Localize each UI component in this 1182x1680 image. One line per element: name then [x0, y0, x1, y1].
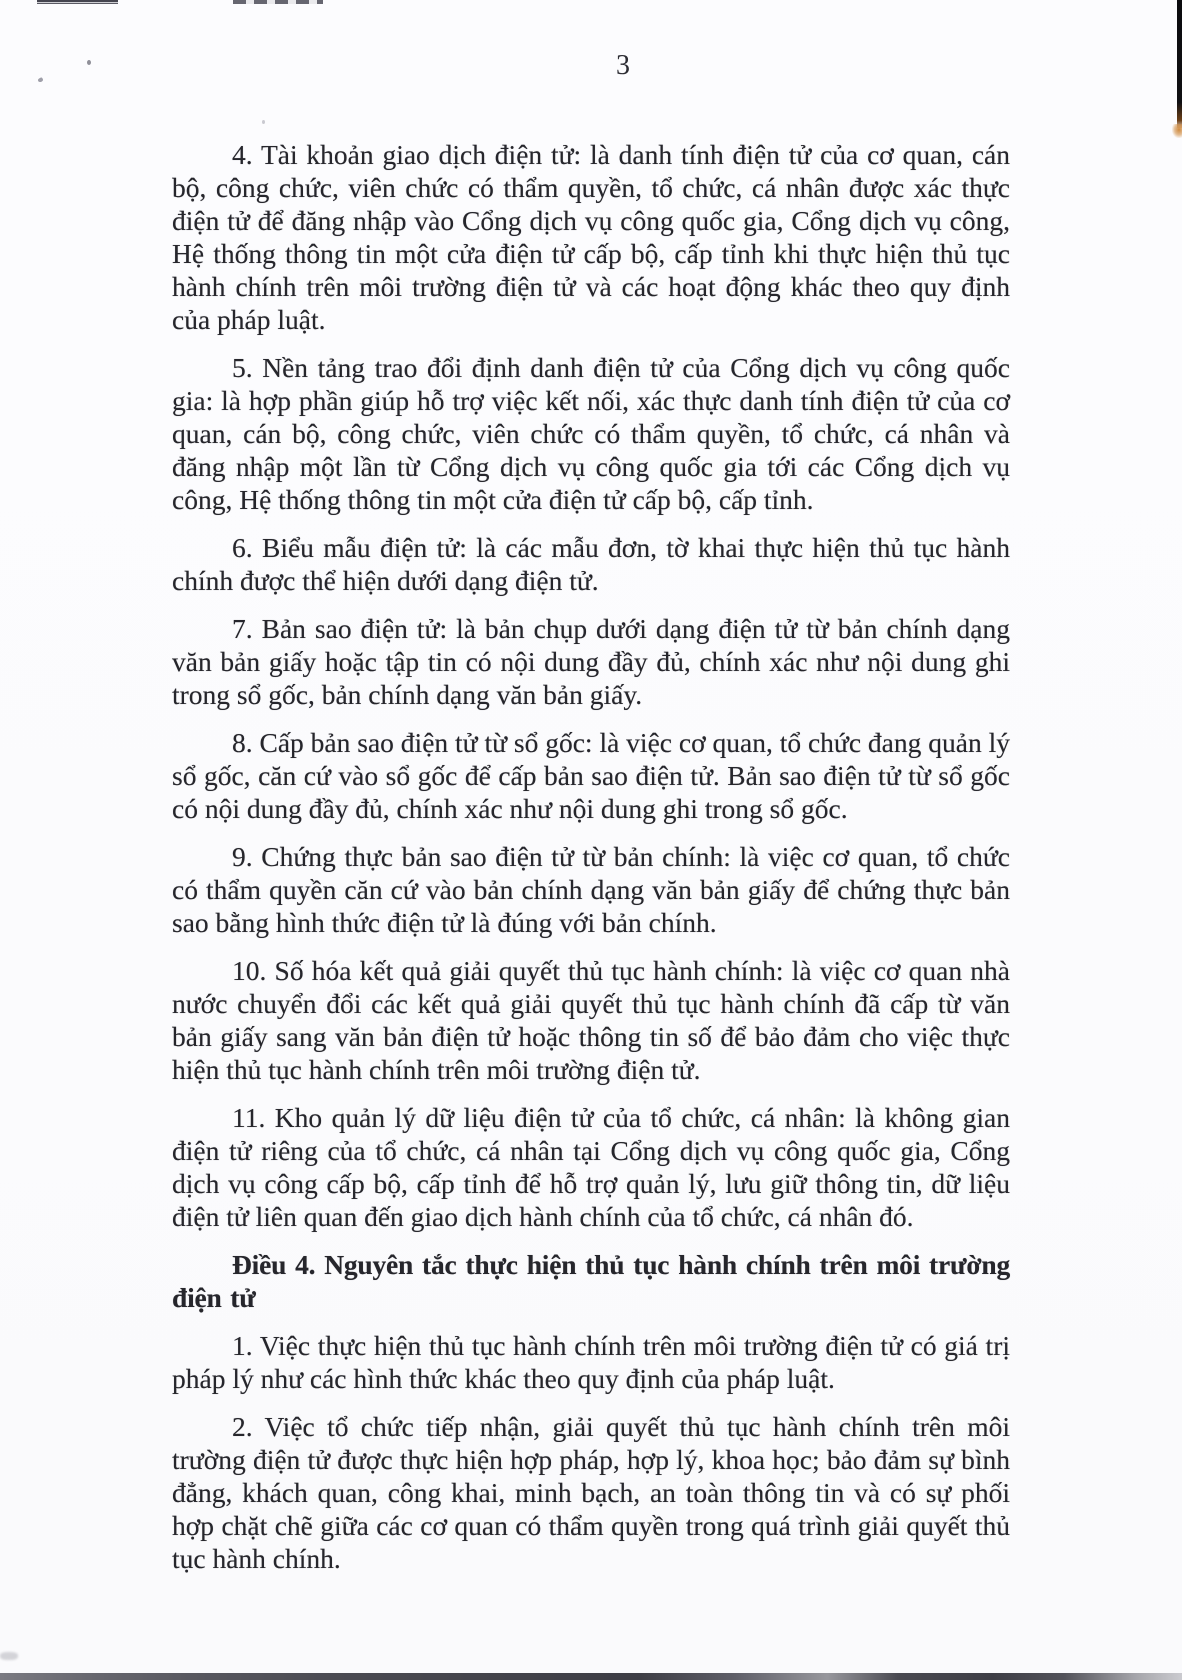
scan-artifact-bottom-left	[0, 1652, 18, 1660]
page-number: 3	[616, 50, 630, 81]
clause-4: 4. Tài khoản giao dịch điện tử: là danh tính điện tử của cơ quan, cán bộ, công chức, viên chức có thẩm quyền, tổ chức, cá nhân được xác thực điện tử để đăng nhập vào Cổng dịch vụ công quốc gia, Cổng dịch vụ công, Hệ thống thông tin một cửa điện tử cấp bộ, cấp tỉnh khi thực hiện thủ tục hành chính trên môi trường điện tử và các hoạt động khác theo quy định của pháp luật.	[172, 139, 1010, 335]
scan-artifact-right-edge	[1177, 0, 1182, 128]
scan-artifact-top-right	[233, 0, 323, 4]
clause-9: 9. Chứng thực bản sao điện tử từ bản chính: là việc cơ quan, tổ chức có thẩm quyền căn cứ vào bản chính dạng văn bản giấy để chứng thực bản sao bằng hình thức điện tử là đúng với bản chính.	[172, 841, 1010, 938]
article-4-clause-1: 1. Việc thực hiện thủ tục hành chính trên môi trường điện tử có giá trị pháp lý như các hình thức khác theo quy định của pháp luật.	[172, 1330, 1010, 1394]
scan-artifact-orange-dot	[1172, 124, 1182, 138]
clause-5: 5. Nền tảng trao đổi định danh điện tử của Cổng dịch vụ công quốc gia: là hợp phần giúp hỗ trợ việc kết nối, xác thực danh tính điện tử của cơ quan, cán bộ, công chức, viên chức có thẩm quyền, tổ chức, cá nhân và đăng nhập một lần từ Cổng dịch vụ công quốc gia tới các Cổng dịch vụ công, Hệ thống thông tin một cửa điện tử cấp bộ, cấp tỉnh.	[172, 352, 1010, 515]
scan-artifact-bottom-edge	[0, 1673, 1182, 1680]
clause-11: 11. Kho quản lý dữ liệu điện tử của tổ chức, cá nhân: là không gian điện tử riêng của tổ chức, cá nhân tại Cổng dịch vụ công quốc gia, Cổng dịch vụ công cấp bộ, cấp tỉnh để hỗ trợ quản lý, lưu giữ thông tin, dữ liệu điện tử liên quan đến giao dịch hành chính của tổ chức, cá nhân đó.	[172, 1102, 1010, 1232]
clause-7: 7. Bản sao điện tử: là bản chụp dưới dạng điện tử từ bản chính dạng văn bản giấy hoặc tập tin có nội dung đầy đủ, chính xác như nội dung ghi trong sổ gốc, bản chính dạng văn bản giấy.	[172, 613, 1010, 710]
document-body	[172, 138, 1010, 1590]
article-4-heading: Điều 4. Nguyên tắc thực hiện thủ tục hành chính trên môi trường điện tử	[172, 1249, 1010, 1313]
clause-6: 6. Biểu mẫu điện tử: là các mẫu đơn, tờ khai thực hiện thủ tục hành chính được thể hiện dưới dạng điện tử.	[172, 532, 1010, 596]
scan-artifact-top-left	[37, 0, 118, 5]
scan-speckle	[87, 60, 91, 65]
scan-speckle	[262, 120, 265, 124]
clause-8: 8. Cấp bản sao điện tử từ sổ gốc: là việc cơ quan, tổ chức đang quản lý sổ gốc, căn cứ vào sổ gốc để cấp bản sao điện tử. Bản sao điện tử từ sổ gốc có nội dung đầy đủ, chính xác như nội dung ghi trong sổ gốc.	[172, 727, 1010, 824]
clause-10: 10. Số hóa kết quả giải quyết thủ tục hành chính: là việc cơ quan nhà nước chuyển đổi các kết quả giải quyết thủ tục hành chính đã cấp từ văn bản giấy sang văn bản điện tử hoặc thông tin số để bảo đảm cho việc thực hiện thủ tục hành chính trên môi trường điện tử.	[172, 955, 1010, 1085]
article-4-clause-2: 2. Việc tổ chức tiếp nhận, giải quyết thủ tục hành chính trên môi trường điện tử được thực hiện hợp pháp, hợp lý, khoa học; bảo đảm sự bình đẳng, khách quan, công khai, minh bạch, an toàn thông tin và có sự phối hợp chặt chẽ giữa các cơ quan có thẩm quyền trong quá trình giải quyết thủ tục hành chính.	[172, 1411, 1010, 1574]
scan-speckle	[37, 77, 43, 83]
